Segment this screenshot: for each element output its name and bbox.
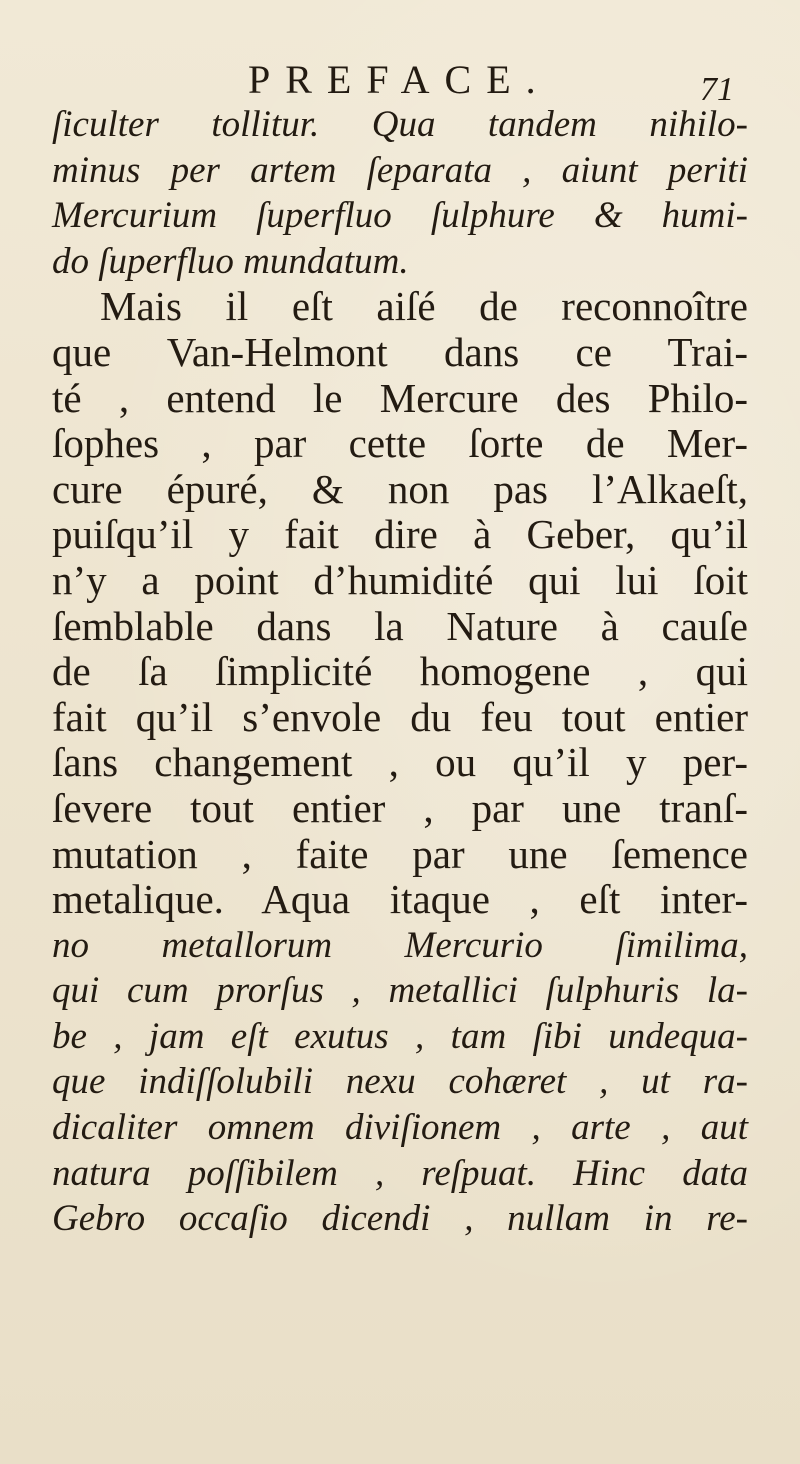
text-line: be , jam eſt exutus , tam ſibi undequa- xyxy=(52,1015,748,1057)
text-line: ſophes , par cette ſorte de Mer- xyxy=(52,420,748,467)
text-line: Gebro occaſio dicendi , nullam in re- xyxy=(52,1198,748,1240)
text-line: ſans changement , ou qu’il y per- xyxy=(52,739,748,786)
text-line: dicaliter omnem diviſionem , arte , aut xyxy=(52,1107,748,1149)
running-title: PREFACE. xyxy=(248,57,551,102)
text-line: té , entend le Mercure des Philo- xyxy=(52,374,748,421)
page-number: 71 xyxy=(700,71,734,108)
text-line: que Van-Helmont dans ce Trai- xyxy=(52,328,748,375)
text-line: minus per artem ſeparata , aiunt periti xyxy=(52,149,748,191)
text-line: Mercurium ſuperfluo ſulphure & humi- xyxy=(52,195,748,237)
text-line: ſemblable dans la Nature à cauſe xyxy=(52,602,748,649)
text-line: Mais il eſt aiſé de reconnoître xyxy=(100,283,748,330)
text-line: do ſuperfluo mundatum. xyxy=(52,240,409,282)
text-line: no metallorum Mercurio ſimilima, xyxy=(52,924,748,966)
text-line: puiſqu’il y fait dire à Geber, qu’il xyxy=(52,511,748,558)
text-line: fait qu’il s’envole du feu tout entier xyxy=(52,693,748,740)
text-line: mutation , faite par une ſemence xyxy=(52,830,748,877)
text-line: qui cum prorſus , metallici ſulphuris la- xyxy=(52,970,748,1012)
text-line: de ſa ſimplicité homogene , qui xyxy=(52,648,748,695)
text-line: natura poſſibilem , reſpuat. Hinc data xyxy=(52,1152,748,1194)
body-text xyxy=(52,102,748,1242)
text-line: n’y a point d’humidité qui lui ſoit xyxy=(52,556,748,603)
text-line: metalique. Aqua itaque , eſt inter- xyxy=(52,876,748,923)
text-line: cure épuré, & non pas l’Alkaeſt, xyxy=(52,465,748,512)
text-line: que indiſſolubili nexu cohæret , ut ra- xyxy=(52,1061,748,1103)
text-line: ſiculter tollitur. Qua tandem nihilo- xyxy=(52,104,748,145)
text-line: ſevere tout entier , par une tranſ- xyxy=(52,784,748,831)
